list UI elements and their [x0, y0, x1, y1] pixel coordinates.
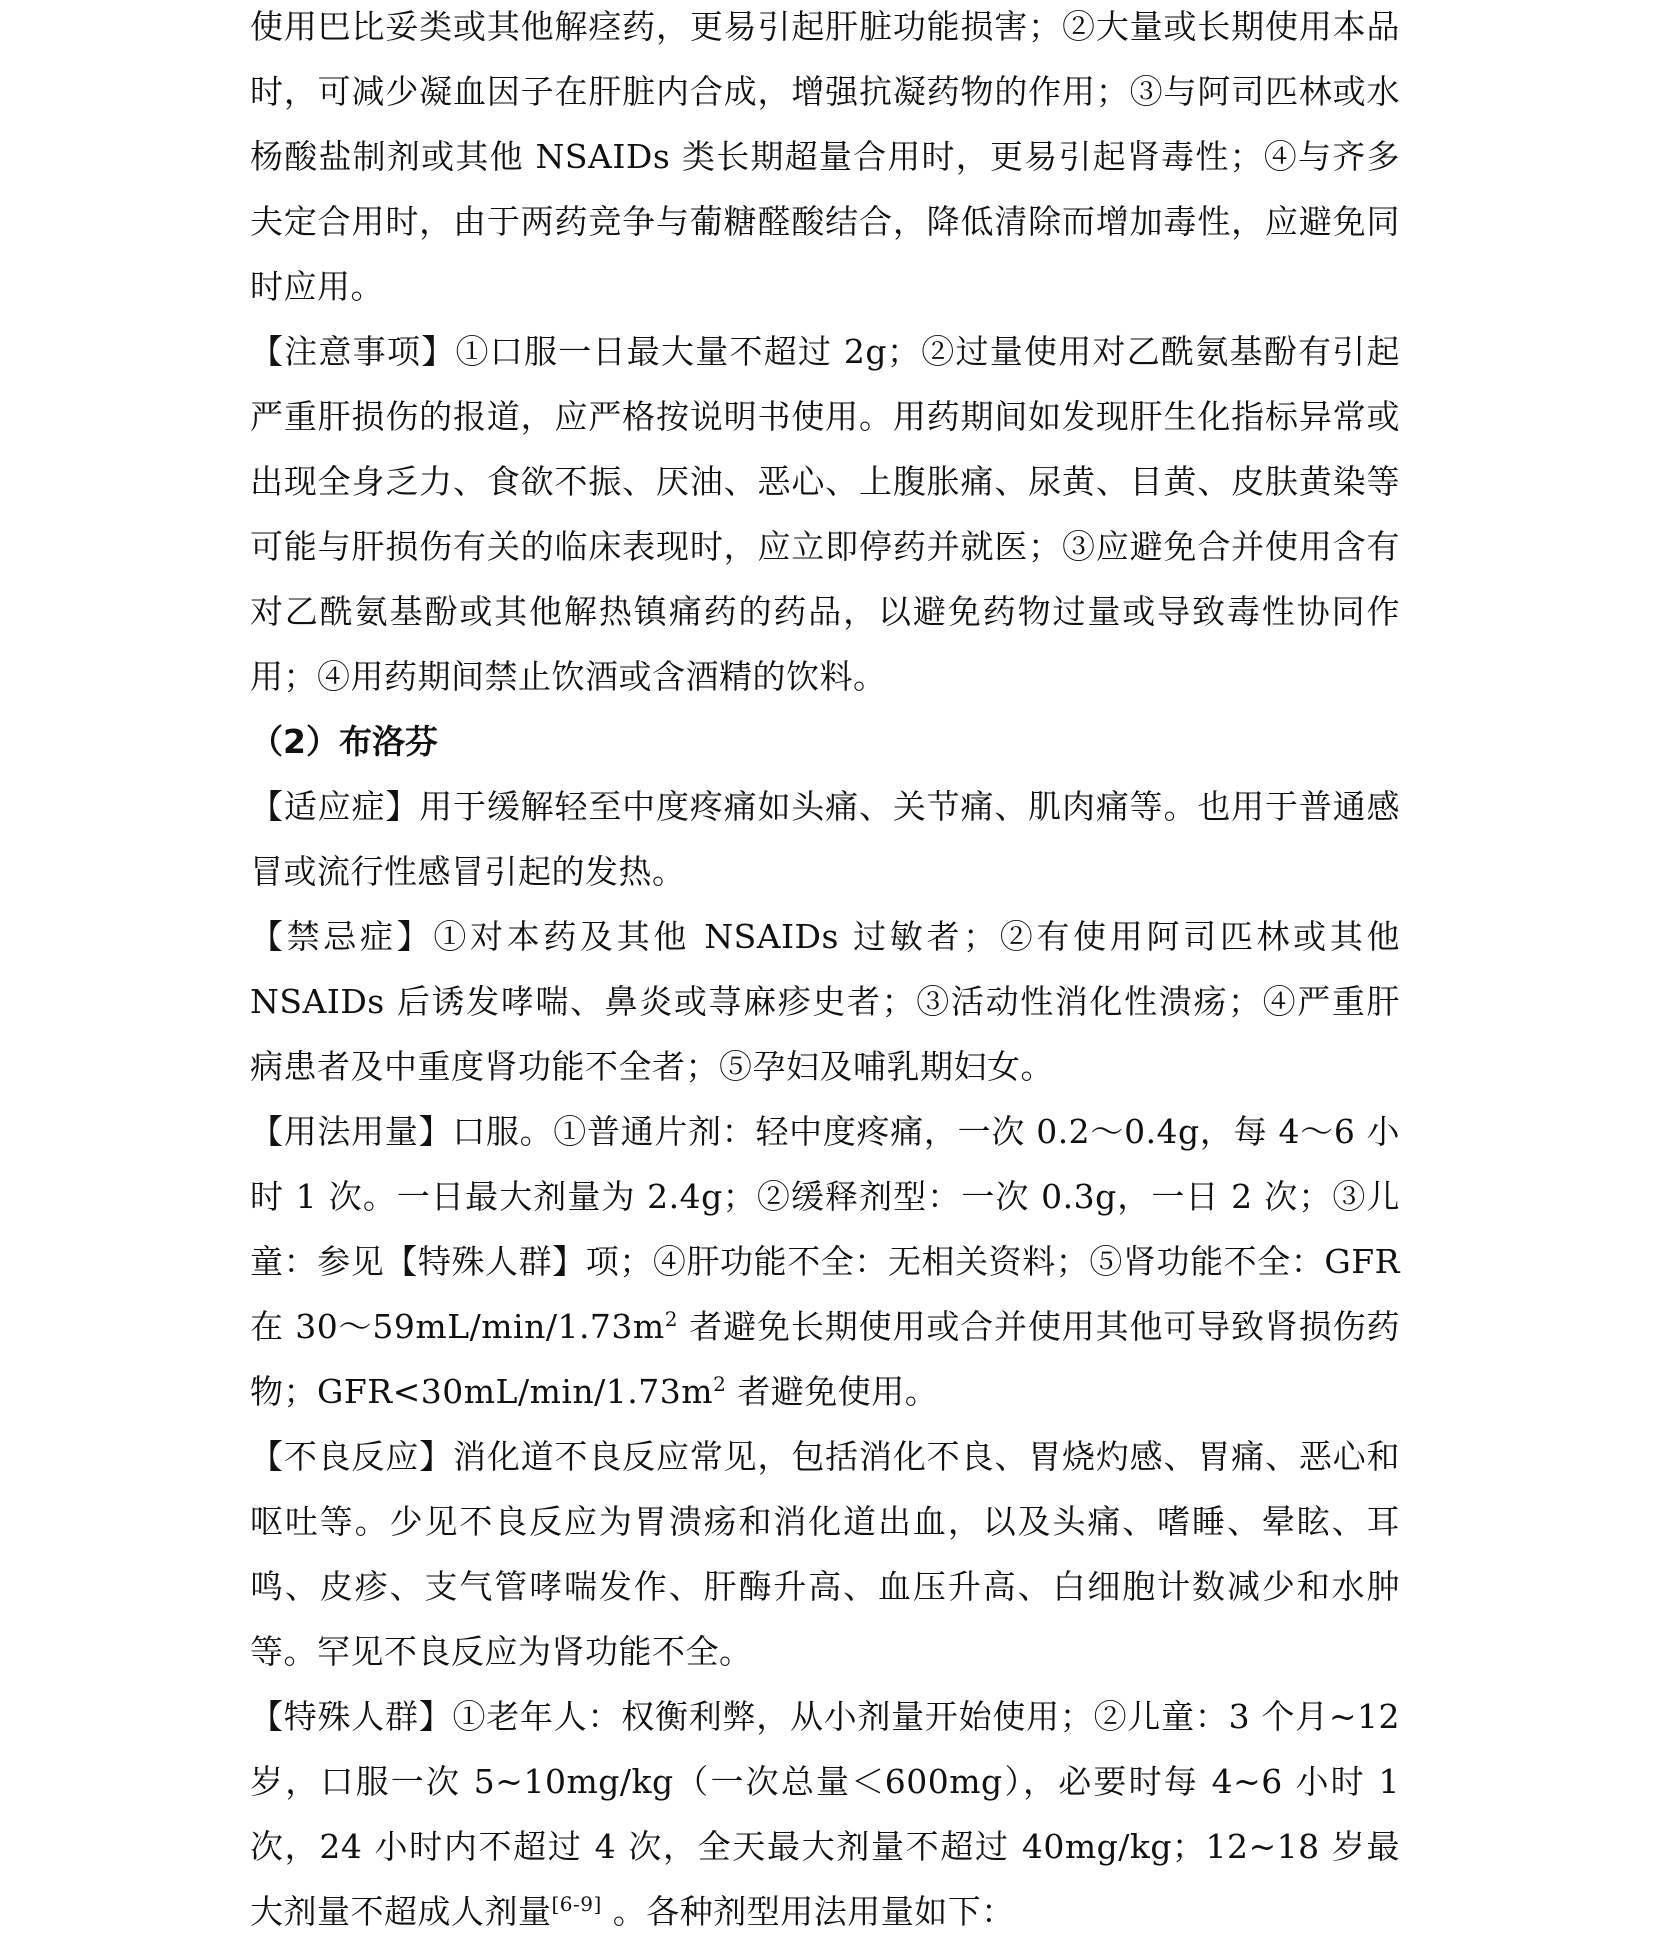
interactions-text: 使用巴比妥类或其他解痉药，更易引起肝脏功能损害；②大量或长期使用本品时，可减少凝血因子在肝脏内合成，增强抗凝药物的作用；③与阿司匹林或水杨酸盐制剂或其他 NSAIDs 类长期超量合用时，更易引起肾毒性；④与齐多夫定合用时，由于两药竞争与葡糖醛酸结合，降低清除而增加毒性，应避免同时应用。	[250, 7, 1400, 306]
indications-text: 用于缓解轻至中度疼痛如头痛、关节痛、肌肉痛等。也用于普通感冒或流行性感冒引起的发热。	[250, 787, 1401, 891]
dosage-text-3: 者避免使用。	[726, 1372, 939, 1411]
adverse-text: 消化道不良反应常见，包括消化不良、胃烧灼感、胃痛、恶心和呕吐等。少见不良反应为胃溃疡和消化道出血，以及头痛、嗜睡、晕眩、耳鸣、皮疹、支气管哮喘发作、肝酶升高、血压升高、白细胞计数减少和水肿等。罕见不良反应为肾功能不全。	[250, 1437, 1400, 1671]
precautions-text: ①口服一日最大量不超过 2g；②过量使用对乙酰氨基酚有引起严重肝损伤的报道，应严格按说明书使用。用药期间如发现肝生化指标异常或出现全身乏力、食欲不振、厌油、恶心、上腹胀痛、尿黄、目黄、皮肤黄染等可能与肝损伤有关的临床表现时，应立即停药并就医；③应避免合并使用含有对乙酰氨基酚或其他解热镇痛药的药品，以避免药物过量或导致毒性协同作用；④用药期间禁止饮酒或含酒精的饮料。	[250, 332, 1400, 696]
paragraph-precautions	[250, 319, 1400, 709]
paragraph-adverse-reactions	[250, 1424, 1400, 1684]
paragraph-indications	[250, 774, 1400, 904]
paragraph-dosage	[250, 1099, 1400, 1424]
precautions-label: 【注意事项】	[250, 332, 456, 371]
paragraph-special-populations	[250, 1684, 1400, 1944]
contraindications-label: 【禁忌症】	[250, 917, 434, 956]
paragraph-interactions-tail	[250, 0, 1400, 319]
indications-label: 【适应症】	[250, 787, 420, 826]
citation-reference: [6-9]	[551, 1892, 602, 1916]
document-page	[250, 0, 1400, 1944]
adverse-label: 【不良反应】	[250, 1437, 453, 1476]
dosage-superscript-2: 2	[713, 1372, 727, 1396]
contraindications-text: ①对本药及其他 NSAIDs 过敏者；②有使用阿司匹林或其他 NSAIDs 后诱发哮喘、鼻炎或荨麻疹史者；③活动性消化性溃疡；④严重肝病患者及中重度肾功能不全者；⑤孕妇及哺乳期妇女。	[250, 917, 1400, 1086]
dosage-superscript-1: 2	[664, 1307, 678, 1331]
paragraph-contraindications	[250, 904, 1400, 1099]
section-heading-ibuprofen: （2）布洛芬	[250, 722, 438, 761]
special-text-1: ①老年人：权衡利弊，从小剂量开始使用；②儿童：3 个月~12 岁，口服一次 5~10mg/kg（一次总量＜600mg），必要时每 4~6 小时 1 次，24 小时内不超过 4 次，全天最大剂量不超过 40mg/kg；12~18 岁最大剂量不超成人剂量	[250, 1697, 1400, 1931]
dosage-text-1: 口服。①普通片剂：轻中度疼痛，一次 0.2～0.4g，每 4～6 小时 1 次。一日最大剂量为 2.4g；②缓释剂型：一次 0.3g，一日 2 次；③儿童：参见【特殊人群】项；④肝功能不全：无相关资料；⑤肾功能不全：GFR 在 30～59mL/min/1.73m	[250, 1112, 1401, 1346]
special-label: 【特殊人群】	[250, 1697, 453, 1736]
dosage-text-2: 者避免长期使用或合并使用其他可导致肾损伤药物；GFR<30mL/min/1.73m	[250, 1307, 1400, 1411]
dosage-label: 【用法用量】	[250, 1112, 453, 1151]
special-text-2: 。各种剂型用法用量如下：	[601, 1892, 1015, 1931]
